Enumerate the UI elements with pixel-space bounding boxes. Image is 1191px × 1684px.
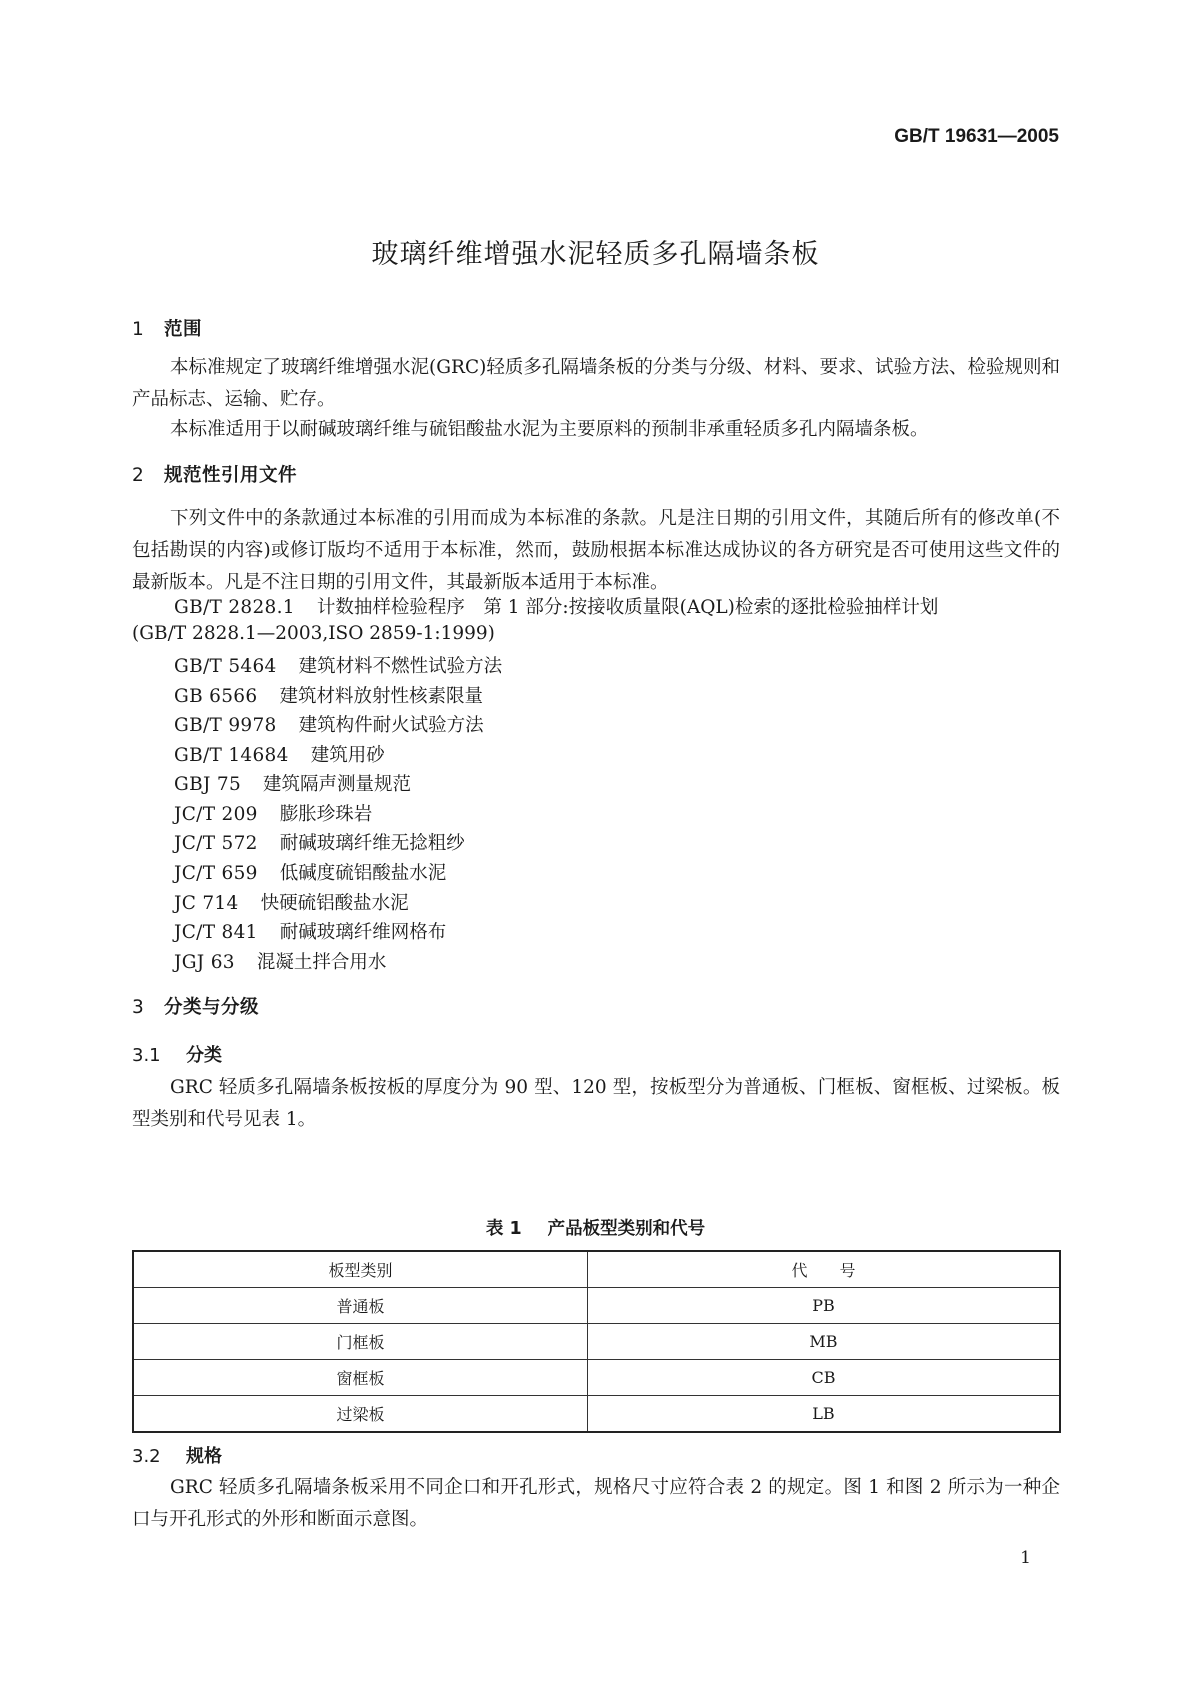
table-cell: PB <box>588 1288 1061 1324</box>
standard-number: GB/T 19631—2005 <box>894 126 1059 147</box>
document-title: 玻璃纤维增强水泥轻质多孔隔墙条板 <box>371 239 820 270</box>
reference-title: 低碱度硫铝酸盐水泥 <box>279 863 447 884</box>
table-caption-text: 产品板型类别和代号 <box>547 1219 706 1239</box>
table-cell: MB <box>588 1324 1061 1360</box>
reference-item <box>174 769 411 801</box>
reference-code: GBJ 75 <box>174 774 242 795</box>
table-cell: 普通板 <box>133 1288 588 1324</box>
reference-code: GB/T 14684 <box>174 745 289 766</box>
table-row <box>133 1360 1060 1396</box>
section-number: 3 <box>132 997 145 1018</box>
subsection-3-2-heading <box>132 1442 222 1468</box>
subsection-3-2-paragraph: GRC 轻质多孔隔墙条板采用不同企口和开孔形式，规格尺寸应符合表 2 的规定。图 1 和图 2 所示为一种企口与开孔形式的外形和断面示意图。 <box>132 1477 1060 1530</box>
reference-item <box>174 740 385 772</box>
table-row <box>133 1324 1060 1360</box>
table-label: 表 1 <box>485 1219 522 1239</box>
table-1 <box>132 1250 1061 1433</box>
section-number: 1 <box>132 319 145 340</box>
reference-item <box>174 917 446 949</box>
section-1-heading <box>132 315 202 341</box>
section-title: 规范性引用文件 <box>164 465 298 486</box>
subsection-number: 3.2 <box>132 1446 161 1467</box>
table-1-caption <box>0 1215 1191 1240</box>
reference-title: 建筑材料放射性核素限量 <box>279 686 483 707</box>
reference-title: 计数抽样检验程序 第 1 部分:按接收质量限(AQL)检索的逐批检验抽样计划 <box>316 597 939 618</box>
reference-title: 建筑用砂 <box>310 745 385 766</box>
table-header-cell: 板型类别 <box>133 1251 588 1288</box>
table-cell: CB <box>588 1360 1061 1396</box>
table-row <box>133 1396 1060 1433</box>
table-cell: 窗框板 <box>133 1360 588 1396</box>
table-cell: 门框板 <box>133 1324 588 1360</box>
reference-item <box>174 888 409 920</box>
subsection-title: 规格 <box>186 1446 222 1467</box>
reference-item <box>174 651 502 683</box>
reference-title: 建筑构件耐火试验方法 <box>298 715 484 736</box>
section-2-intro: 下列文件中的条款通过本标准的引用而成为本标准的条款。凡是注日期的引用文件，其随后所有的修改单(不包括勘误的内容)或修订版均不适用于本标准，然而，鼓励根据本标准达成协议的各方研究是否可使用这些文件的最新版本。凡是不注日期的引用文件，其最新版本适用于本标准。 <box>132 508 1060 593</box>
reference-title: 建筑材料不燃性试验方法 <box>298 656 503 677</box>
table-cell: 过梁板 <box>133 1396 588 1433</box>
reference-code: JC 714 <box>174 893 239 914</box>
reference-code: JC/T 659 <box>174 863 258 884</box>
section-2-heading <box>132 461 297 487</box>
table-cell: LB <box>588 1396 1061 1433</box>
reference-item <box>174 799 372 831</box>
subsection-number: 3.1 <box>132 1045 161 1066</box>
reference-item <box>174 858 446 890</box>
reference-code: JGJ 63 <box>174 952 235 973</box>
reference-title: 混凝土拌合用水 <box>256 952 387 973</box>
reference-code: GB 6566 <box>174 686 258 707</box>
reference-title: 快硬硫铝酸盐水泥 <box>260 893 409 914</box>
section-1-paragraph-1: 本标准规定了玻璃纤维增强水泥(GRC)轻质多孔隔墙条板的分类与分级、材料、要求、试验方法、检验规则和产品标志、运输、贮存。 <box>132 357 1060 410</box>
section-1-paragraph-2: 本标准适用于以耐碱玻璃纤维与硫铝酸盐水泥为主要原料的预制非承重轻质多孔内隔墙条板。 <box>170 419 929 440</box>
page-number: 1 <box>1020 1548 1031 1568</box>
reference-code: JC/T 841 <box>174 922 258 943</box>
reference-item <box>174 592 938 624</box>
table-header-row <box>133 1251 1060 1288</box>
reference-code: JC/T 572 <box>174 833 258 854</box>
reference-code: GB/T 5464 <box>174 656 277 677</box>
reference-item <box>174 947 386 979</box>
section-3-heading <box>132 993 259 1019</box>
reference-title: 建筑隔声测量规范 <box>263 774 412 795</box>
reference-title: 耐碱玻璃纤维无捻粗纱 <box>279 833 465 854</box>
section-number: 2 <box>132 465 145 486</box>
reference-code: GB/T 2828.1 <box>174 597 295 618</box>
section-title: 范围 <box>164 319 203 340</box>
subsection-3-1-paragraph: GRC 轻质多孔隔墙条板按板的厚度分为 90 型、120 型，按板型分为普通板、门框板、窗框板、过梁板。板型类别和代号见表 1。 <box>132 1077 1060 1130</box>
reference-title: 膨胀珍珠岩 <box>279 804 373 825</box>
table-header-cell: 代 号 <box>588 1251 1061 1288</box>
section-title: 分类与分级 <box>164 997 260 1018</box>
reference-item <box>174 681 483 713</box>
subsection-title: 分类 <box>186 1045 222 1066</box>
table-row <box>133 1288 1060 1324</box>
reference-code: GB/T 9978 <box>174 715 277 736</box>
reference-item <box>174 710 484 742</box>
reference-code: JC/T 209 <box>174 804 258 825</box>
reference-item <box>174 828 465 860</box>
reference-title: 耐碱玻璃纤维网格布 <box>279 922 447 943</box>
reference-continuation: (GB/T 2828.1—2003,ISO 2859-1:1999) <box>132 623 495 644</box>
subsection-3-1-heading <box>132 1041 222 1067</box>
